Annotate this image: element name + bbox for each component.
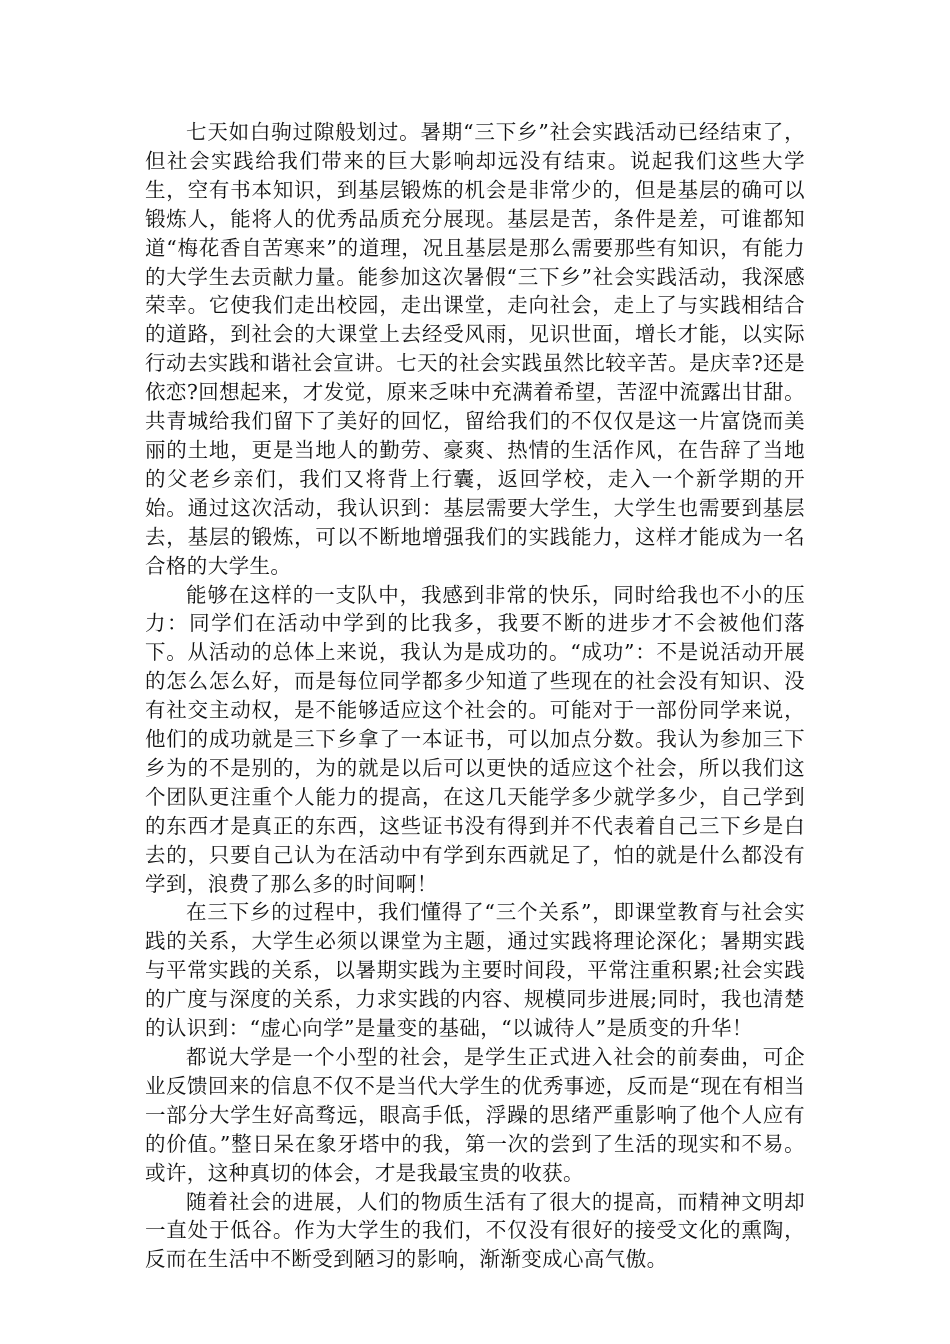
paragraph-1: 七天如白驹过隙般划过。暑期“三下乡”社会实践活动已经结束了，但社会实践给我们带来的巨大影响却远没有结束。说起我们这些大学生，空有书本知识，到基层锻炼的机会是非常少的，但是基层的确可以锻炼人，能将人的优秀品质充分展现。基层是苦，条件是差，可谁都知道“梅花香自苦寒来”的道理，况且基层是那么需要那些有知识，有能力的大学生去贡献力量。能参加这次暑假“三下乡”社会实践活动，我深感荣幸。它使我们走出校园，走出课堂，走向社会，走上了与实践相结合的道路，到社会的大课堂上去经受风雨，见识世面，增长才能，以实际行动去实践和谐社会宣讲。七天的社会实践虽然比较辛苦。是庆幸?还是依恋?回想起来，才发觉，原来乏味中充满着希望，苦涩中流露出甘甜。共青城给我们留下了美好的回忆，留给我们的不仅仅是这一片富饶而美丽的土地，更是当地人的勤劳、豪爽、热情的生活作风，在告辞了当地的父老乡亲们，我们又将背上行囊，返回学校，走入一个新学期的开始。通过这次活动，我认识到：基层需要大学生，大学生也需要到基层去，基层的锻炼，可以不断地增强我们的实践能力，这样才能成为一名合格的大学生。 — [145, 120, 805, 578]
paragraph-4: 都说大学是一个小型的社会，是学生正式进入社会的前奏曲，可企业反馈回来的信息不仅不是当代大学生的优秀事迹，反而是“现在有相当一部分大学生好高骛远，眼高手低，浮躁的思绪严重影响了他个人应有的价值。”整日呆在象牙塔中的我，第一次的尝到了生活的现实和不易。或许，这种真切的体会，才是我最宝贵的收获。 — [145, 1045, 805, 1185]
paragraph-2: 能够在这样的一支队中，我感到非常的快乐，同时给我也不小的压力：同学们在活动中学到的比我多，我要不断的进步才不会被他们落下。从活动的总体上来说，我认为是成功的。“成功”：不是说活动开展的怎么怎么好，而是每位同学都多少知道了些现在的社会没有知识、没有社交主动权，是不能够适应这个社会的。可能对于一部份同学来说，他们的成功就是三下乡拿了一本证书，可以加点分数。我认为参加三下乡为的不是别的，为的就是以后可以更快的适应这个社会，所以我们这个团队更注重个人能力的提高，在这几天能学多少就学多少，自己学到的东西才是真正的东西，这些证书没有得到并不代表着自己三下乡是白去的，只要自己认为在活动中有学到东西就足了，怕的就是什么都没有学到，浪费了那么多的时间啊！ — [145, 582, 805, 896]
paragraph-3: 在三下乡的过程中，我们懂得了“三个关系”，即课堂教育与社会实践的关系，大学生必须以课堂为主题，通过实践将理论深化；暑期实践与平常实践的关系，以暑期实践为主要时间段，平常注重积累;社会实践的广度与深度的关系，力求实践的内容、规模同步进展;同时，我也清楚的认识到：“虚心向学”是量变的基础，“以诚待人”是质变的升华！ — [145, 900, 805, 1041]
paragraph-5: 随着社会的进展，人们的物质生活有了很大的提高，而精神文明却一直处于低谷。作为大学生的我们，不仅没有很好的接受文化的熏陶，反而在生活中不断受到陋习的影响，渐渐变成心高气傲。 — [145, 1189, 805, 1272]
document-body — [145, 118, 805, 1274]
